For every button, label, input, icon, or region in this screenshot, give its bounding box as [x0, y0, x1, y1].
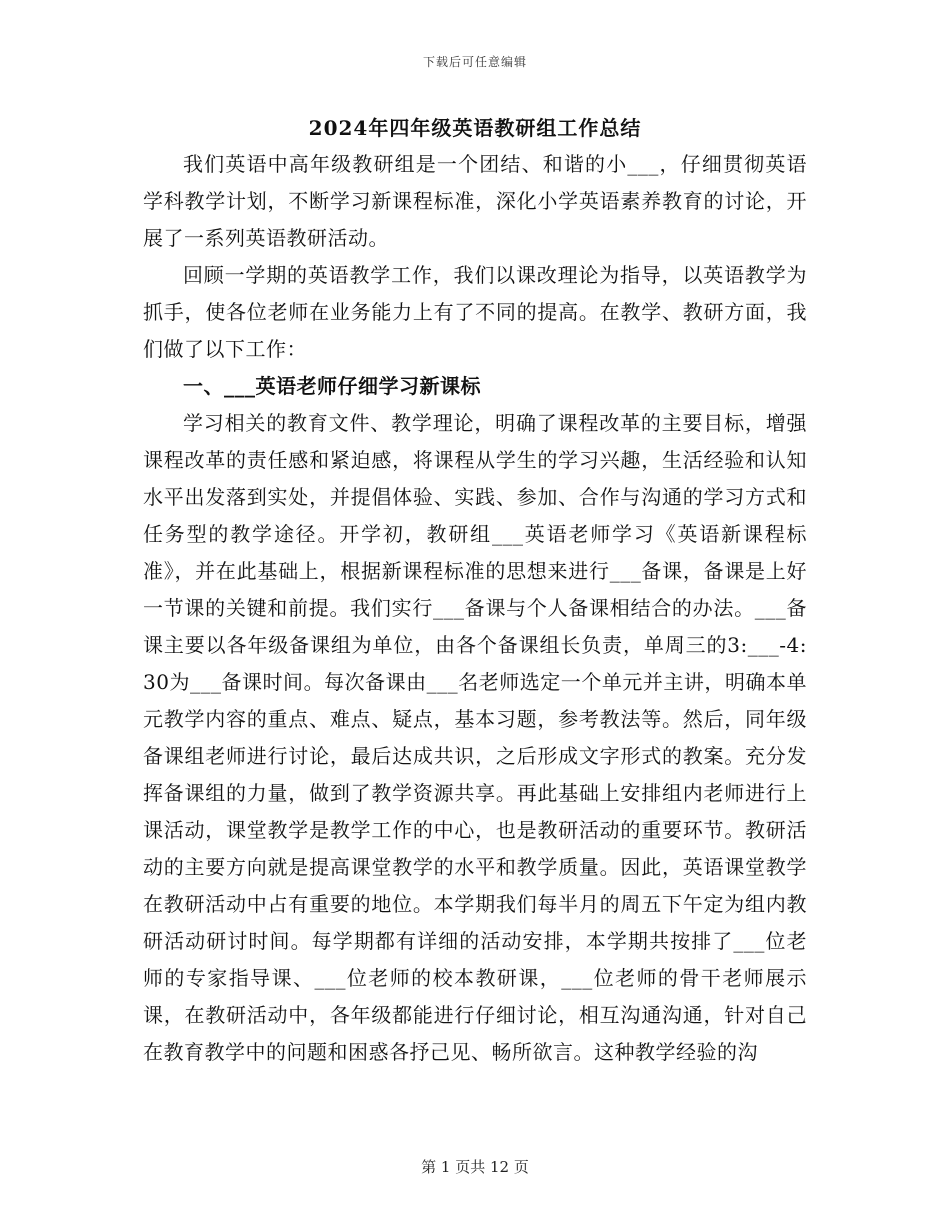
- intro-paragraph: 我们英语中高年级教研组是一个团结、和谐的小___，仔细贯彻英语学科教学计划，不断学习新课程标准，深化小学英语素养教育的讨论，开展了一系列英语教研活动。: [143, 152, 807, 250]
- document-title: 2024年四年级英语教研组工作总结: [308, 116, 642, 140]
- section-heading: 一、___英语老师仔细学习新课标: [183, 374, 481, 398]
- document-body: [143, 146, 807, 1071]
- section-paragraph: 学习相关的教育文件、教学理论，明确了课程改革的主要目标，增强课程改革的责任感和紧迫感，将课程从学生的学习兴趣，生活经验和认知水平出发落到实处，并提倡体验、实践、参加、合作与沟通的学习方式和任务型的教学途径。开学初，教研组___英语老师学习《英语新课程标准》，并在此基础上，根据新课程标准的思想来进行___备课，备课是上好一节课的关键和前提。我们实行___备课与个人备课相结合的办法。___备课主要以各年级备课组为单位，由各个备课组长负责，单周三的3:___-4:30为___备课时间。每次备课由___名老师选定一个单元并主讲，明确本单元教学内容的重点、难点、疑点，基本习题，参考教法等。然后，同年级备课组老师进行讨论，最后达成共识，之后形成文字形式的教案。充分发挥备课组的力量，做到了教学资源共享。再此基础上安排组内老师进行上课活动，课堂教学是教学工作的中心，也是教研活动的重要环节。教研活动的主要方向就是提高课堂教学的水平和教学质量。因此，英语课堂教学在教研活动中占有重要的地位。本学期我们每半月的周五下午定为组内教研活动研讨时间。每学期都有详细的活动安排，本学期共按排了___位老师的专家指导课、___位老师的校本教研课，___位老师的骨干老师展示课，在教研活动中，各年级都能进行仔细讨论，相互沟通沟通，针对自己在教育教学中的问题和困惑各抒己见、畅所欲言。这种教学经验的沟: [143, 411, 807, 1064]
- page-number: 第 1 页共 12 页: [421, 1158, 529, 1176]
- header-note: 下载后可任意编辑: [422, 55, 527, 69]
- review-paragraph: 回顾一学期的英语教学工作，我们以课改理论为指导，以英语教学为抓手，使各位老师在业务能力上有了不同的提高。在教学、教研方面，我们做了以下工作：: [143, 263, 807, 361]
